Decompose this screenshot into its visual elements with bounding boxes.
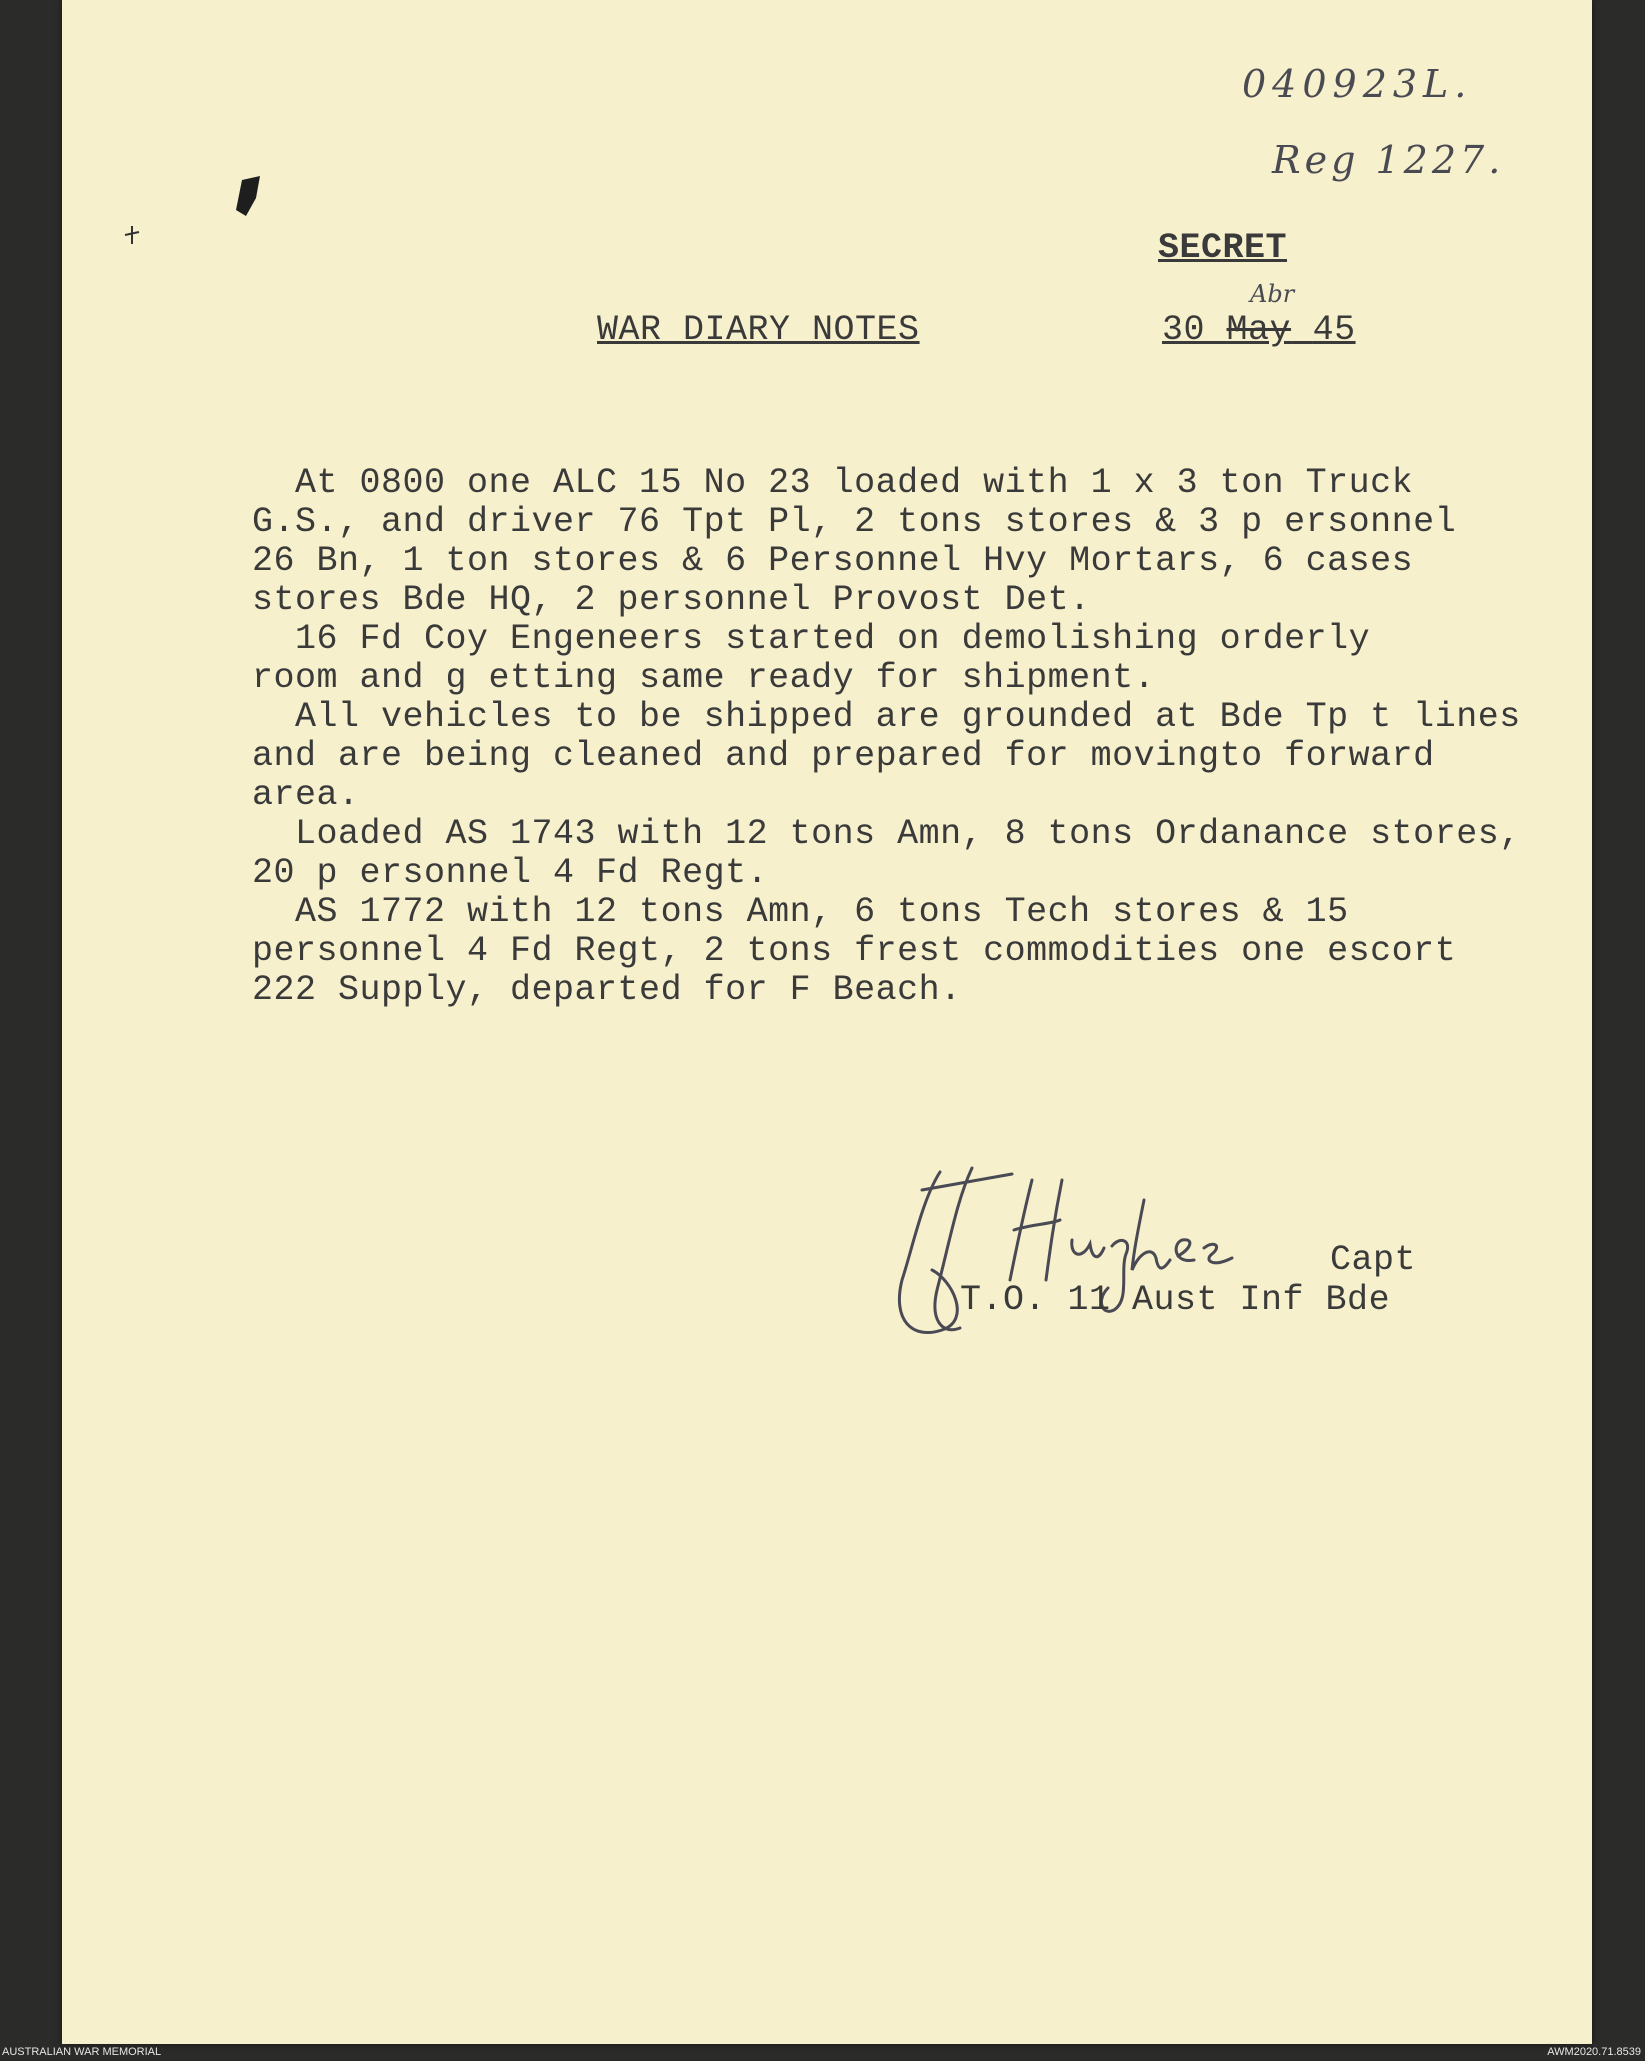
handwritten-signature (882, 1160, 1282, 1360)
handwritten-ref-number: 040923L. (1242, 62, 1473, 106)
date-month-struck: May (1226, 310, 1292, 350)
body-line: 26 Bn, 1 ton stores & 6 Personnel Hvy Mortars, 6 cases (252, 541, 1414, 581)
body-line: 222 Supply, departed for F Beach. (252, 970, 962, 1010)
body-line: stores Bde HQ, 2 personnel Provost Det. (252, 580, 1091, 620)
classification-marking: SECRET (1158, 228, 1288, 268)
document-date (1162, 310, 1356, 350)
body-line: At 0800 one ALC 15 No 23 loaded with 1 x 3 ton Truck (252, 463, 1414, 503)
body-line: Loaded AS 1743 with 12 tons Amn, 8 tons Ordanance stores, (252, 814, 1521, 854)
body-line: AS 1772 with 12 tons Amn, 6 tons Tech stores & 15 (252, 892, 1349, 932)
document-title: WAR DIARY NOTES (597, 310, 920, 350)
body-line: All vehicles to be shipped are grounded at Bde Tp t lines (252, 697, 1521, 737)
date-year: 45 (1312, 310, 1356, 350)
body-line: G.S., and driver 76 Tpt Pl, 2 tons stores & 3 p ersonnel (252, 502, 1457, 542)
handwritten-month-correction: Abr (1250, 280, 1295, 308)
document-page (62, 0, 1592, 2044)
signatory-rank: Capt (1330, 1240, 1417, 1280)
date-day: 30 (1162, 310, 1206, 350)
handwritten-reg-number: Reg 1227. (1272, 138, 1505, 182)
body-line: room and g etting same ready for shipment. (252, 658, 1156, 698)
body-line: 16 Fd Coy Engeneers started on demolishing orderly (252, 619, 1371, 659)
signatory-appointment: T.O. 11 Aust Inf Bde (960, 1280, 1391, 1320)
body-line: and are being cleaned and prepared for movingto forward (252, 736, 1435, 776)
punch-hole-mark (222, 170, 282, 230)
signature-block (882, 1160, 1482, 1360)
footer-institution: AUSTRALIAN WAR MEMORIAL (2, 2046, 162, 2058)
footer-accession-number: AWM2020.71.8539 (1547, 2046, 1641, 2058)
body-line: 20 p ersonnel 4 Fd Regt. (252, 853, 769, 893)
body-line: personnel 4 Fd Regt, 2 tons frest commodities one escort (252, 931, 1457, 971)
body-line: area. (252, 775, 360, 815)
diary-body (252, 464, 1645, 1010)
punch-hole-mark-small (117, 220, 147, 250)
